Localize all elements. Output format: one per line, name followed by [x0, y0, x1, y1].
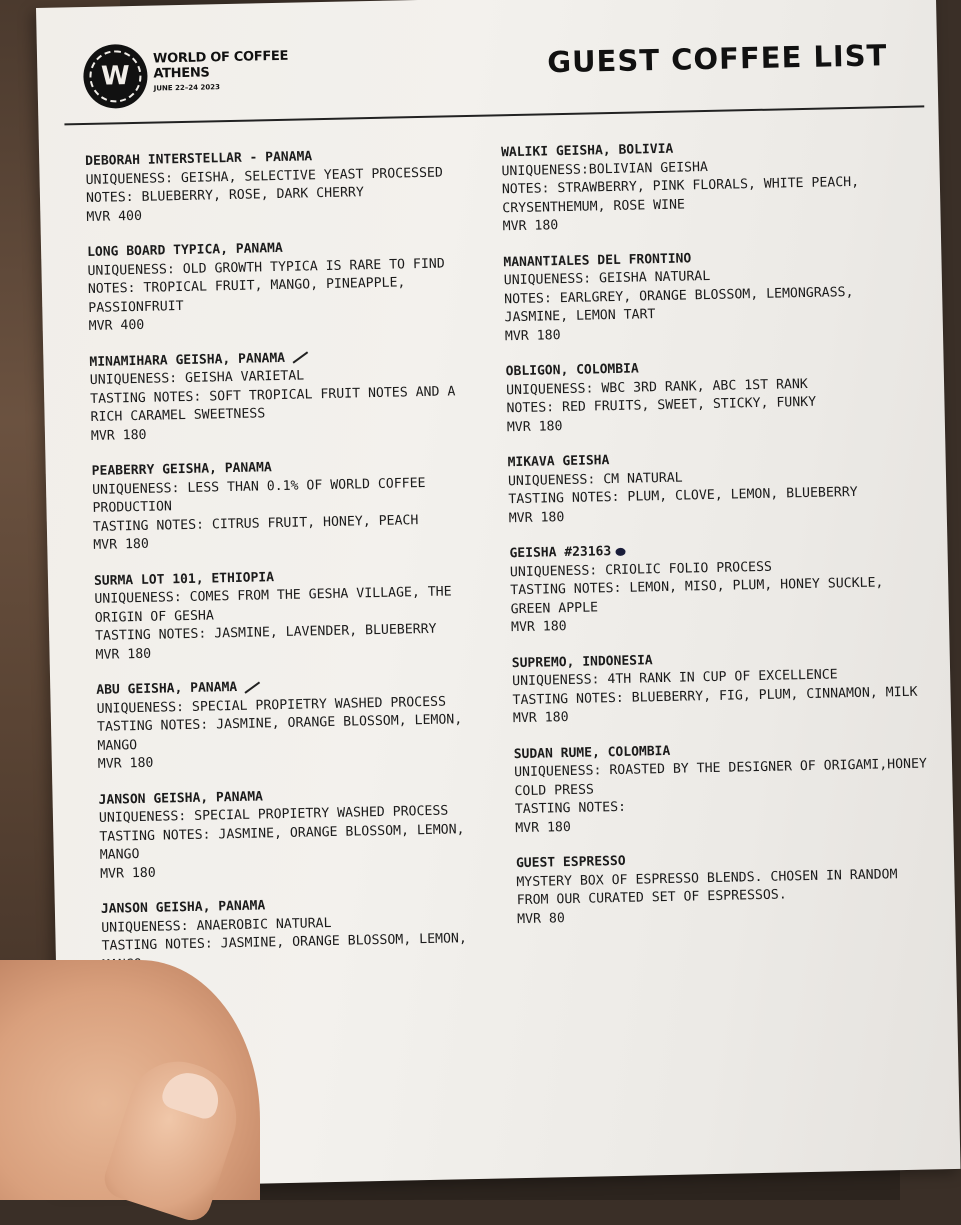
coffee-detail: UNIQUENESS: GEISHA VARIETAL [89, 368, 305, 388]
coffee-detail: UNIQUENESS: CRIOLIC FOLIO PROCESS [509, 559, 773, 580]
coffee-name: PEABERRY GEISHA, PANAMA [91, 460, 272, 479]
coffee-name: OBLIGON, COLOMBIA [505, 361, 639, 380]
coffee-name: MINAMIHARA GEISHA, PANAMA [89, 345, 489, 372]
coffee-price: MVR 180 [512, 710, 569, 727]
coffee-detail: TASTING NOTES: [514, 799, 627, 818]
coffee-detail: TASTING NOTES: SOFT TROPICAL FRUIT NOTES AND A RICH CARAMEL SWEETNESS [90, 383, 464, 425]
menu-entry [85, 145, 486, 227]
coffee-name: DEBORAH INTERSTELLAR - PANAMA [85, 149, 313, 170]
pen-check-icon [244, 681, 260, 693]
coffee-detail: UNIQUENESS: LESS THAN 0.1% OF WORLD COFFEE PRODUCTION [91, 475, 434, 516]
coffee-detail: UNIQUENESS: CM NATURAL [507, 470, 683, 489]
coffee-detail: TASTING NOTES: LEMON, MISO, PLUM, HONEY SUCKLE, GREEN APPLE [510, 575, 892, 617]
coffee-detail: UNIQUENESS: OLD GROWTH TYPICA IS RARE TO FIND [87, 255, 445, 279]
coffee-price: MVR 180 [90, 427, 147, 444]
brand-date: JUNE 22–24 2023 [153, 83, 221, 93]
coffee-price: MVR 180 [510, 619, 567, 636]
coffee-detail: TASTING NOTES: JASMINE, ORANGE BLOSSOM, LEMON, MANGO [99, 821, 473, 863]
menu-entry [506, 354, 927, 437]
right-column [501, 135, 938, 946]
coffee-price: MVR 180 [508, 509, 565, 526]
coffee-name: ABU GEISHA, PANAMA [96, 674, 496, 701]
menu-entry [501, 135, 923, 236]
coffee-detail: UNIQUENESS: ROASTED BY THE DESIGNER OF ORIGAMI,HONEY COLD PRESS [513, 756, 935, 799]
coffee-name: MANANTIALES DEL FRONTINO [503, 250, 692, 270]
coffee-detail: UNIQUENESS: SPECIAL PROPIETRY WASHED PROCESS [98, 803, 449, 826]
coffee-detail: NOTES: TROPICAL FRUIT, MANGO, PINEAPPLE, PASSIONFRUIT [87, 275, 414, 316]
coffee-price: MVR 180 [506, 418, 563, 435]
coffee-detail: NOTES: RED FRUITS, SWEET, STICKY, FUNKY [506, 394, 817, 417]
menu-entry [92, 455, 494, 556]
coffee-detail: NOTES: STRAWBERRY, PINK FLORALS, WHITE PEACH, CRYSENTHEMUM, ROSE WINE [501, 174, 868, 216]
coffee-detail: TASTING NOTES: JASMINE, ORANGE BLOSSOM, LEMON, [101, 931, 467, 954]
coffee-name: LONG BOARD TYPICA, PANAMA [86, 240, 283, 260]
coffee-detail: TASTING NOTES: JASMINE, LAVENDER, BLUEBERRY [95, 621, 437, 644]
menu-entry [89, 345, 491, 446]
pen-check-icon [292, 351, 308, 363]
coffee-price: MVR 180 [99, 865, 156, 882]
coffee-detail: TASTING NOTES: PLUM, CLOVE, LEMON, BLUEBERRY [508, 484, 858, 508]
coffee-price: MVR 180 [97, 755, 154, 772]
menu-entry [514, 737, 936, 838]
coffee-detail: UNIQUENESS: GEISHA NATURAL [503, 268, 711, 289]
coffee-price: MVR 400 [88, 317, 145, 334]
menu-entry [503, 245, 925, 346]
menu-entry [512, 646, 933, 729]
coffee-detail: TASTING NOTES: JASMINE, ORANGE BLOSSOM, LEMON, MANGO [96, 712, 471, 754]
coffee-price: MVR 180 [502, 218, 559, 235]
menu-entry [94, 564, 496, 665]
coffee-detail: TASTING NOTES: BLUEBERRY, FIG, PLUM, CINNAMON, MILK [512, 684, 918, 708]
brand-city: ATHENS [153, 65, 210, 82]
brand-name: WORLD OF COFFEE [152, 48, 289, 67]
coffee-name: JANSON GEISHA, PANAMA [98, 788, 264, 808]
coffee-name: SUDAN RUME, COLOMBIA [513, 743, 671, 762]
coffee-price: MVR 180 [93, 536, 149, 553]
coffee-detail: UNIQUENESS: 4TH RANK IN CUP OF EXCELLENCE [512, 667, 838, 690]
menu-entry [516, 846, 937, 929]
coffee-detail: UNIQUENESS:BOLIVIAN GEISHA [501, 159, 709, 179]
ink-dot-icon [615, 547, 625, 555]
coffee-name: GEISHA #23163 [509, 536, 929, 563]
coffee-detail: MYSTERY BOX OF ESPRESSO BLENDS. CHOSEN IN RANDOM FROM OUR CURATED SET OF ESPRESSOS. [516, 866, 906, 909]
coffee-name: SUPREMO, INDONESIA [511, 652, 653, 671]
coffee-detail: UNIQUENESS: ANAEROBIC NATURAL [101, 915, 332, 936]
coffee-price: MVR 180 [515, 819, 572, 836]
menu-entry [507, 445, 928, 528]
page-title: GUEST COFFEE LIST [546, 38, 888, 80]
coffee-detail: UNIQUENESS: GEISHA, SELECTIVE YEAST PROCESSED [85, 165, 443, 188]
logo-emblem: W [89, 50, 142, 103]
coffee-price: MVR 180 [504, 327, 561, 344]
coffee-name: SURMA LOT 101, ETHIOPIA [93, 569, 275, 589]
coffee-detail: UNIQUENESS: WBC 3RD RANK, ABC 1ST RANK [505, 376, 808, 398]
menu-entry [96, 674, 498, 775]
coffee-name: GUEST ESPRESSO [515, 853, 626, 872]
event-logo [83, 44, 148, 109]
coffee-detail: TASTING NOTES: CITRUS FRUIT, HONEY, PEACH [92, 512, 419, 535]
coffee-detail: UNIQUENESS: SPECIAL PROPIETRY WASHED PROCESS [96, 694, 447, 717]
coffee-name: WALIKI GEISHA, BOLIVIA [500, 141, 674, 161]
event-brand [153, 49, 294, 95]
coffee-detail: NOTES: BLUEBERRY, ROSE, DARK CHERRY [85, 185, 364, 206]
coffee-price: MVR 400 [86, 208, 143, 225]
menu-entry [509, 536, 931, 637]
coffee-name: JANSON GEISHA, PANAMA [100, 898, 266, 917]
coffee-price: MVR 180 [95, 646, 152, 663]
coffee-detail: UNIQUENESS: COMES FROM THE GESHA VILLAGE, THE ORIGIN OF GESHA [94, 584, 460, 626]
menu-entry [98, 783, 500, 884]
coffee-detail: NOTES: EARLGREY, ORANGE BLOSSOM, LEMONGRASS, JASMINE, LEMON TART [504, 284, 862, 326]
coffee-name: MIKAVA GEISHA [507, 453, 610, 471]
coffee-price: MVR 80 [517, 910, 565, 927]
menu-entry [87, 236, 489, 337]
left-column [85, 145, 503, 1011]
header-divider [64, 105, 924, 125]
